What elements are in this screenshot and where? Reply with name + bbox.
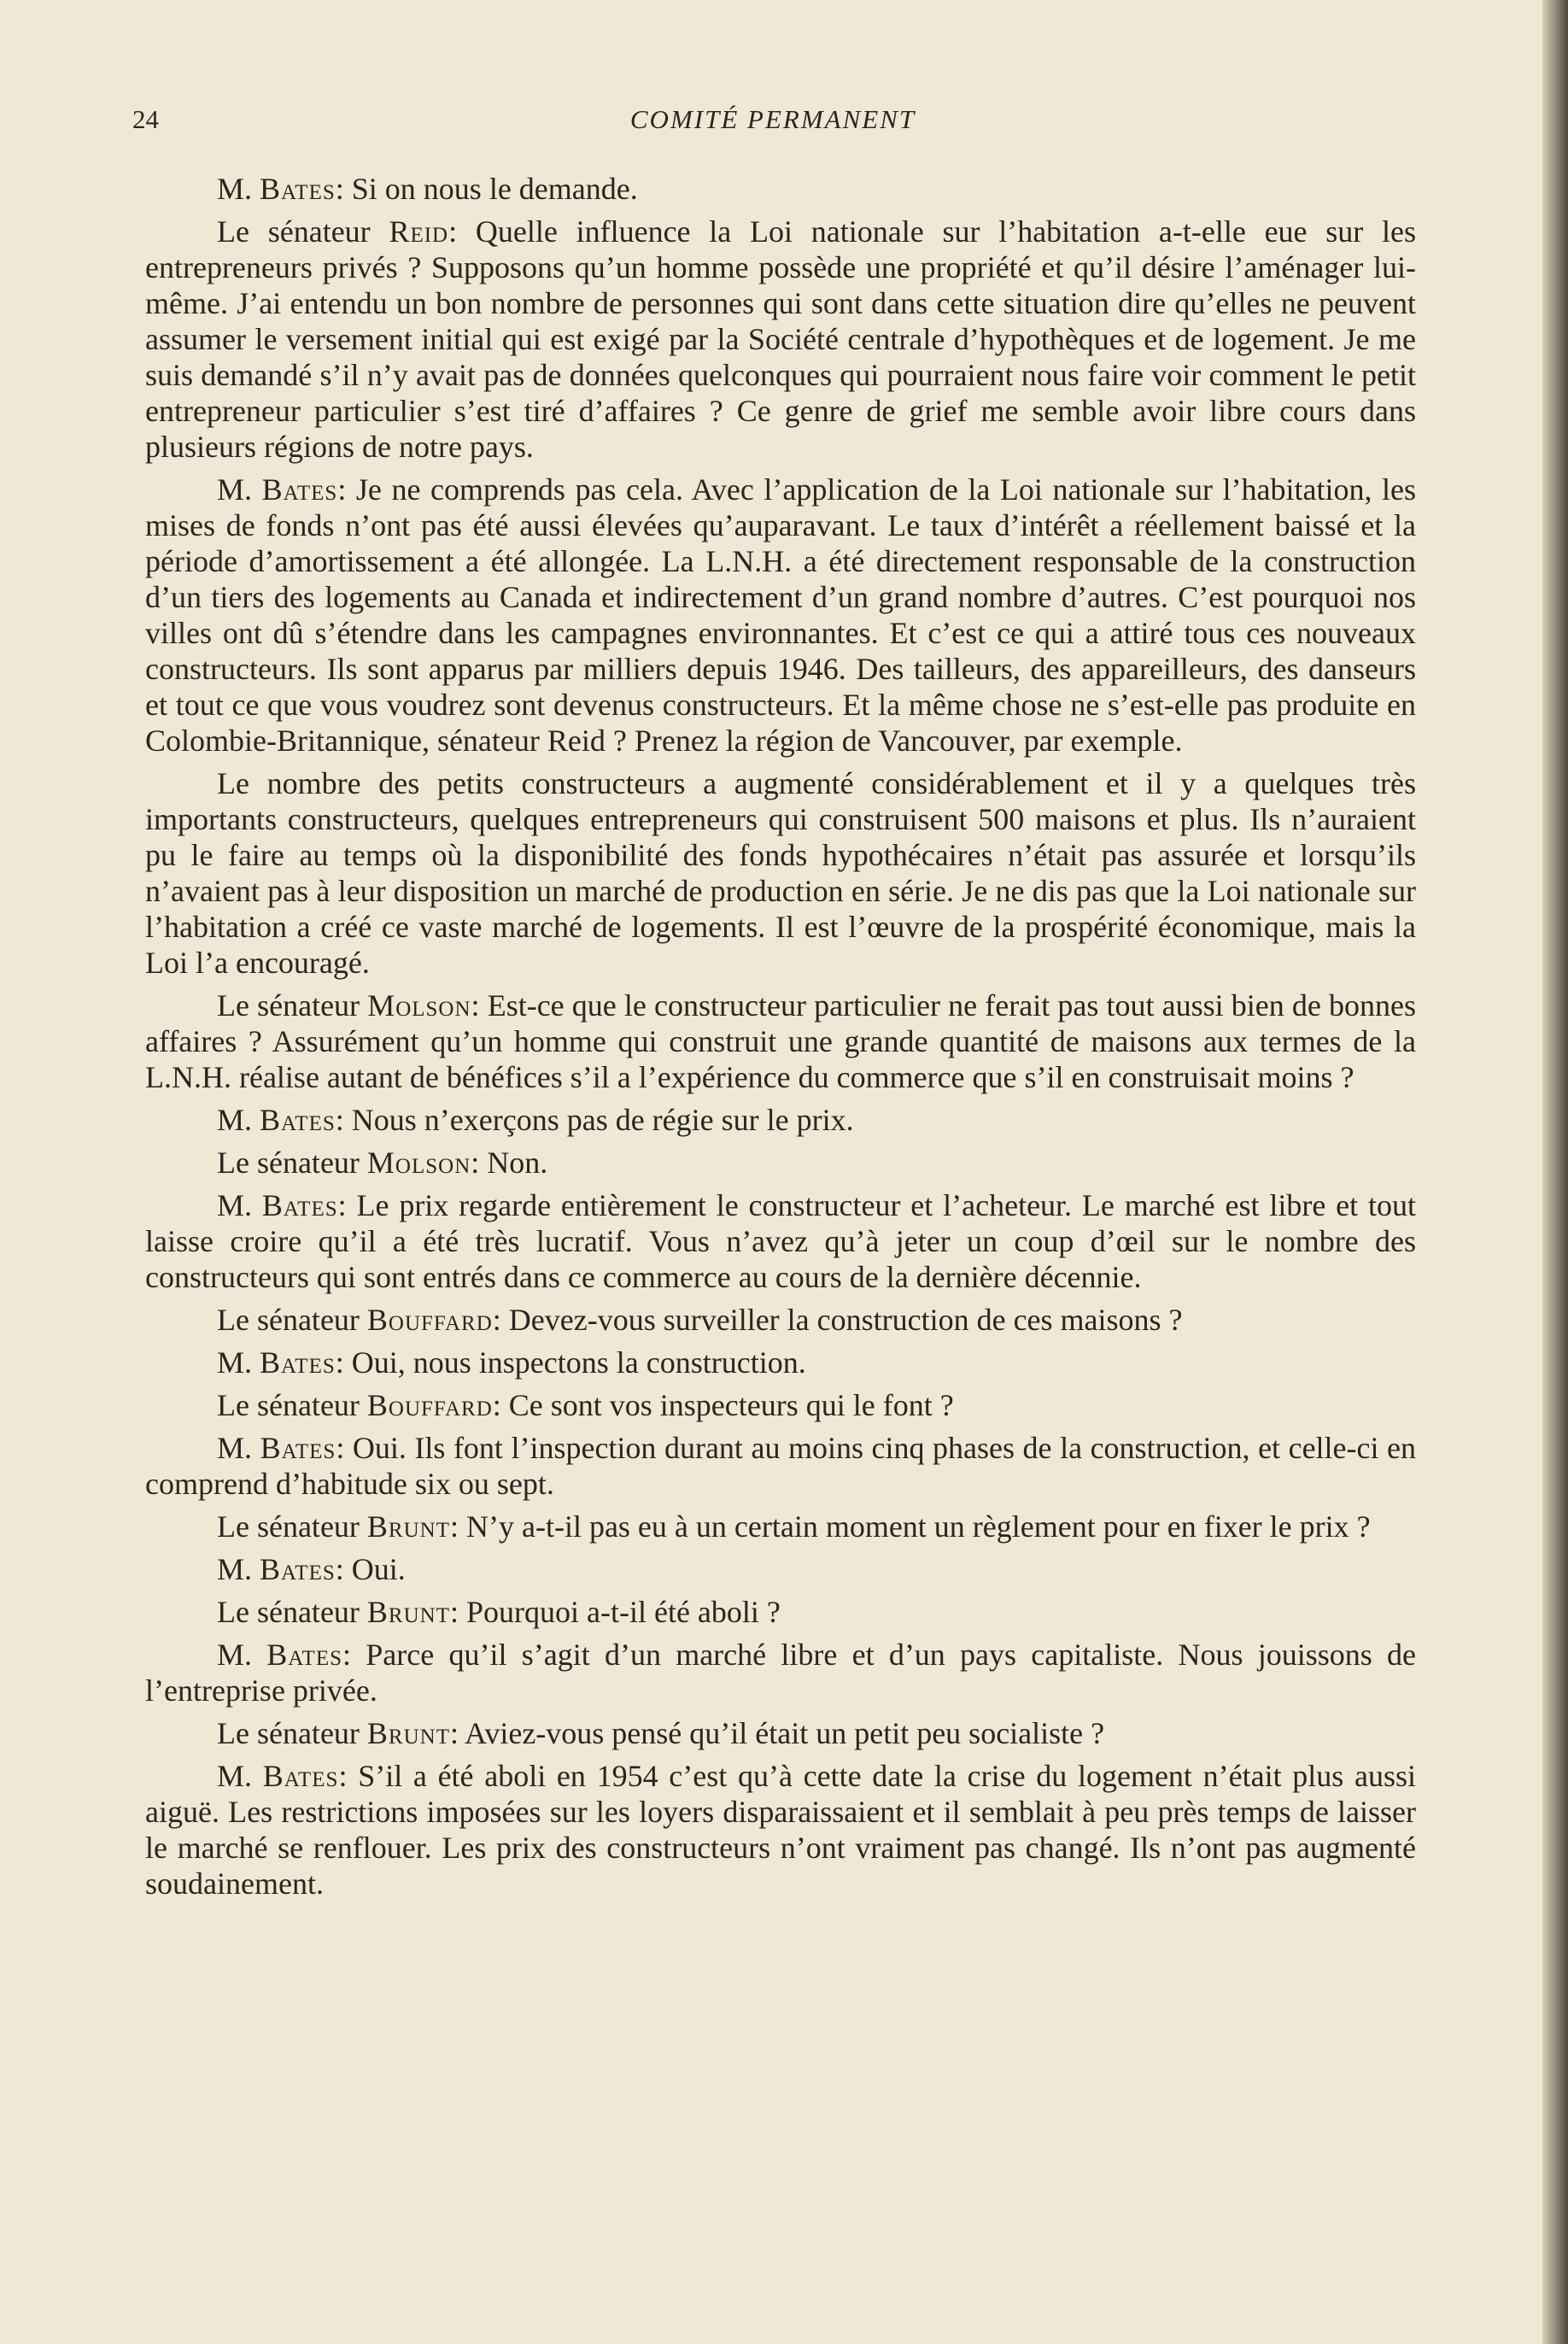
speaker-title: Le sénateur	[217, 1303, 360, 1337]
speaker-name: Bouffard	[366, 1388, 493, 1422]
body-text	[145, 171, 1416, 1908]
speaker-title: Le sénateur	[217, 1716, 360, 1750]
speaker-name: Brunt	[366, 1716, 450, 1750]
speaker-name: Brunt	[366, 1595, 450, 1629]
paragraph: Le sénateur Reid: Quelle influence la Loi nationale sur l’habitation a-t-elle eue sur les entrepreneurs privés ? Supposons qu’un homme possède une propriété et qu’il désire l’aménager lui-même. J’ai entendu un bon nombre de personnes qui sont dans cette situation dire qu’elles ne peuvent assumer le versement initial qui est exigé par la Société centrale d’hypothèques et de logement. Je me suis demandé s’il n’y avait pas de données quelconques qui pourraient nous faire voir comment le petit entrepreneur particulier s’est tiré d’affaires ? Ce genre de grief me semble avoir libre cours dans plusieurs régions de notre pays.	[145, 214, 1417, 464]
paragraph: M. Bates: Le prix regarde entièrement le constructeur et l’acheteur. Le marché est libre et tout laisse croire qu’il a été très lucratif. Vous n’avez qu’à jeter un coup d’œil sur le nombre des constructeurs qui sont entrés dans ce commerce au cours de la dernière décennie.	[145, 1188, 1417, 1294]
paragraph-text: Je ne comprends pas cela. Avec l’application de la Loi nationale sur l’habitation, les mises de fonds n’ont pas été aussi élevées qu’auparavant. Le taux d’intérêt a réellement baissé et la période d’amortissement a été allongée. La L.N.H. a été directement responsable de la construction d’un tiers des logements au Canada et indirectement d’un grand nombre d’autres. C’est pourquoi nos villes ont dû s’étendre dans les campagnes environnantes. Et c’est ce qui a attiré tous ces nouveaux constructeurs. Ils sont apparus par milliers depuis 1946. Des tailleurs, des appareilleurs, des danseurs et tout ce que vous voudrez sont devenus constructeurs. Et la même chose ne s’est-elle pas produite en Colombie-Britannique, sénateur Reid ? Prenez la région de Vancouver, par exemple.	[145, 472, 1417, 758]
speaker-name: Bates	[260, 1431, 336, 1465]
speaker-title: M.	[217, 1188, 253, 1222]
speaker-title: M.	[217, 472, 253, 507]
speaker-title: M.	[217, 1552, 253, 1586]
paragraph: Le sénateur Brunt: Pourquoi a-t-il été aboli ?	[217, 1595, 781, 1629]
paragraph: M. Bates: S’il a été aboli en 1954 c’est qu’à cette date la crise du logement n’était plus aussi aiguë. Les restrictions imposées sur les loyers disparaissaient et il semblait à peu près temps de laisser le marché se renflouer. Les prix des constructeurs n’ont vraiment pas changé. Ils n’ont pas augmenté soudainement.	[145, 1759, 1416, 1901]
book-spine-shadow	[1542, 0, 1568, 2344]
paragraph-text: Quelle influence la Loi nationale sur l’habitation a-t-elle eue sur les entrepreneurs privés ? Supposons qu’un homme possède une propriété et qu’il désire l’aménager lui-même. J’ai entendu un bon nombre de personnes qui sont dans cette situation dire qu’elles ne peuvent assumer le versement initial qui est exigé par la Société centrale d’hypothèques et de logement. Je me suis demandé s’il n’y avait pas de données quelconques qui pourraient nous faire voir comment le petit entrepreneur particulier s’est tiré d’affaires ? Ce genre de grief me semble avoir libre cours dans plusieurs régions de notre pays.	[145, 214, 1417, 464]
paragraph	[145, 765, 1416, 981]
paragraph: Le sénateur Brunt: Aviez-vous pensé qu’il était un petit peu socialiste ?	[217, 1716, 1105, 1750]
paragraph-text: Oui, nous inspectons la construction.	[351, 1345, 806, 1380]
page-header	[132, 104, 1413, 147]
paragraph-text: Oui. Ils font l’inspection durant au moins cinq phases de la construction, et celle-ci en comprend d’habitude six ou sept.	[145, 1431, 1417, 1501]
running-head: COMITÉ PERMANENT	[629, 104, 916, 134]
speaker-title: Le sénateur	[217, 1388, 360, 1422]
speaker-name: Reid	[389, 214, 449, 249]
speaker-title: Le sénateur	[217, 1509, 360, 1544]
paragraph: Le sénateur Bouffard: Devez-vous surveiller la construction de ces maisons ?	[217, 1303, 1183, 1337]
paragraph-text: S’il a été aboli en 1954 c’est qu’à cette date la crise du logement n’était plus aussi aiguë. Les restrictions imposées sur les loyers disparaissaient et il semblait à peu près temps de laisser le marché se renflouer. Les prix des constructeurs n’ont vraiment pas changé. Ils n’ont pas augmenté soudainement.	[145, 1759, 1416, 1901]
speaker-name: Bates	[260, 1345, 336, 1380]
speaker-title: Le sénateur	[217, 214, 371, 249]
page-number: 24	[132, 104, 159, 134]
paragraph-text: Si on nous le demande.	[351, 172, 638, 206]
speaker-name: Bouffard	[366, 1303, 493, 1337]
paragraph-text: Oui.	[351, 1552, 406, 1586]
paragraph-text: Parce qu’il s’agit d’un marché libre et d’un pays capitaliste. Nous jouissons de l’entreprise privée.	[145, 1638, 1416, 1708]
speaker-title: M.	[217, 1345, 253, 1380]
paragraph: Le sénateur Molson: Est-ce que le constructeur particulier ne ferait pas tout aussi bien de bonnes affaires ? Assurément qu’un homme qui construit une grande quantité de maisons aux termes de la L.N.H. réalise autant de bénéfices s’il a l’expérience du commerce que s’il en construisait moins ?	[145, 988, 1416, 1094]
paragraph: Le sénateur Bouffard: Ce sont vos inspecteurs qui le font ?	[217, 1388, 954, 1422]
paragraph: M. Bates: Oui, nous inspectons la construction.	[217, 1345, 806, 1380]
speaker-name: Bates	[266, 1638, 343, 1672]
speaker-name: Brunt	[366, 1509, 450, 1544]
speaker-title: M.	[217, 172, 253, 206]
paragraph: Le sénateur Molson: Non.	[217, 1146, 548, 1180]
speaker-name: Bates	[260, 1552, 336, 1586]
speaker-name: Bates	[260, 1103, 336, 1137]
paragraph-text: Le nombre des petits constructeurs a augmenté considérablement et il y a quelques très importants constructeurs, quelques entrepreneurs qui construisent 500 maisons et plus. Ils n’auraient pu le faire au temps où la disponibilité des fonds hypothécaires n’était pas assurée et lorsqu’ils n’avaient pas à leur disposition un marché de production en série. Je ne dis pas que la Loi nationale sur l’habitation a créé ce vaste marché de logements. Il est l’œuvre de la prospérité économique, mais la Loi l’a encouragé.	[145, 766, 1416, 980]
speaker-title: Le sénateur	[217, 1595, 360, 1629]
paragraph-text: Devez-vous surveiller la construction de ces maisons ?	[508, 1303, 1183, 1337]
paragraph-text: N’y a-t-il pas eu à un certain moment un règlement pour en fixer le prix ?	[466, 1509, 1371, 1544]
paragraph-text: Non.	[487, 1146, 548, 1180]
paragraph: M. Bates: Je ne comprends pas cela. Avec l’application de la Loi nationale sur l’habitation, les mises de fonds n’ont pas été aussi élevées qu’auparavant. Le taux d’intérêt a réellement baissé et la période d’amortissement a été allongée. La L.N.H. a été directement responsable de la construction d’un tiers des logements au Canada et indirectement d’un grand nombre d’autres. C’est pourquoi nos villes ont dû s’étendre dans les campagnes environnantes. Et c’est ce qui a attiré tous ces nouveaux constructeurs. Ils sont apparus par milliers depuis 1946. Des tailleurs, des appareilleurs, des danseurs et tout ce que vous voudrez sont devenus constructeurs. Et la même chose ne s’est-elle pas produite en Colombie-Britannique, sénateur Reid ? Prenez la région de Vancouver, par exemple.	[145, 472, 1417, 758]
speaker-name: Bates	[261, 1188, 338, 1222]
paragraph-text: Aviez-vous pensé qu’il était un petit peu socialiste ?	[465, 1716, 1105, 1750]
speaker-name: Bates	[260, 172, 336, 206]
paragraph-text: Nous n’exerçons pas de régie sur le prix.	[351, 1103, 854, 1137]
speaker-title: M.	[217, 1759, 253, 1793]
speaker-title: M.	[217, 1103, 253, 1137]
paragraph: Le sénateur Brunt: N’y a-t-il pas eu à un certain moment un règlement pour en fixer le prix ?	[217, 1509, 1371, 1544]
paragraph: M. Bates: Oui.	[217, 1552, 406, 1586]
speaker-name: Molson	[366, 1146, 471, 1180]
paragraph: M. Bates: Si on nous le demande.	[217, 172, 638, 206]
speaker-title: M.	[217, 1431, 253, 1465]
paragraph: M. Bates: Nous n’exerçons pas de régie sur le prix.	[217, 1103, 854, 1137]
speaker-name: Bates	[261, 472, 338, 507]
paragraph-text: Pourquoi a-t-il été aboli ?	[466, 1595, 781, 1629]
speaker-title: Le sénateur	[217, 1146, 360, 1180]
paragraph-text: Le prix regarde entièrement le constructeur et l’acheteur. Le marché est libre et tout laisse croire qu’il a été très lucratif. Vous n’avez qu’à jeter un coup d’œil sur le nombre des constructeurs qui sont entrés dans ce commerce au cours de la dernière décennie.	[145, 1188, 1417, 1294]
paragraph-text: Ce sont vos inspecteurs qui le font ?	[508, 1388, 954, 1422]
speaker-name: Bates	[262, 1759, 339, 1793]
paragraph: M. Bates: Oui. Ils font l’inspection durant au moins cinq phases de la construction, et celle-ci en comprend d’habitude six ou sept.	[145, 1431, 1417, 1501]
paragraph-text: Est-ce que le constructeur particulier ne ferait pas tout aussi bien de bonnes affaires ? Assurément qu’un homme qui construit une grande quantité de maisons aux termes de la L.N.H. réalise autant de bénéfices s’il a l’expérience du commerce que s’il en construisait moins ?	[145, 988, 1416, 1094]
speaker-title: Le sénateur	[217, 988, 360, 1023]
paragraph: M. Bates: Parce qu’il s’agit d’un marché libre et d’un pays capitaliste. Nous jouissons de l’entreprise privée.	[145, 1638, 1416, 1708]
speaker-title: M.	[217, 1638, 253, 1672]
speaker-name: Molson	[367, 988, 471, 1023]
